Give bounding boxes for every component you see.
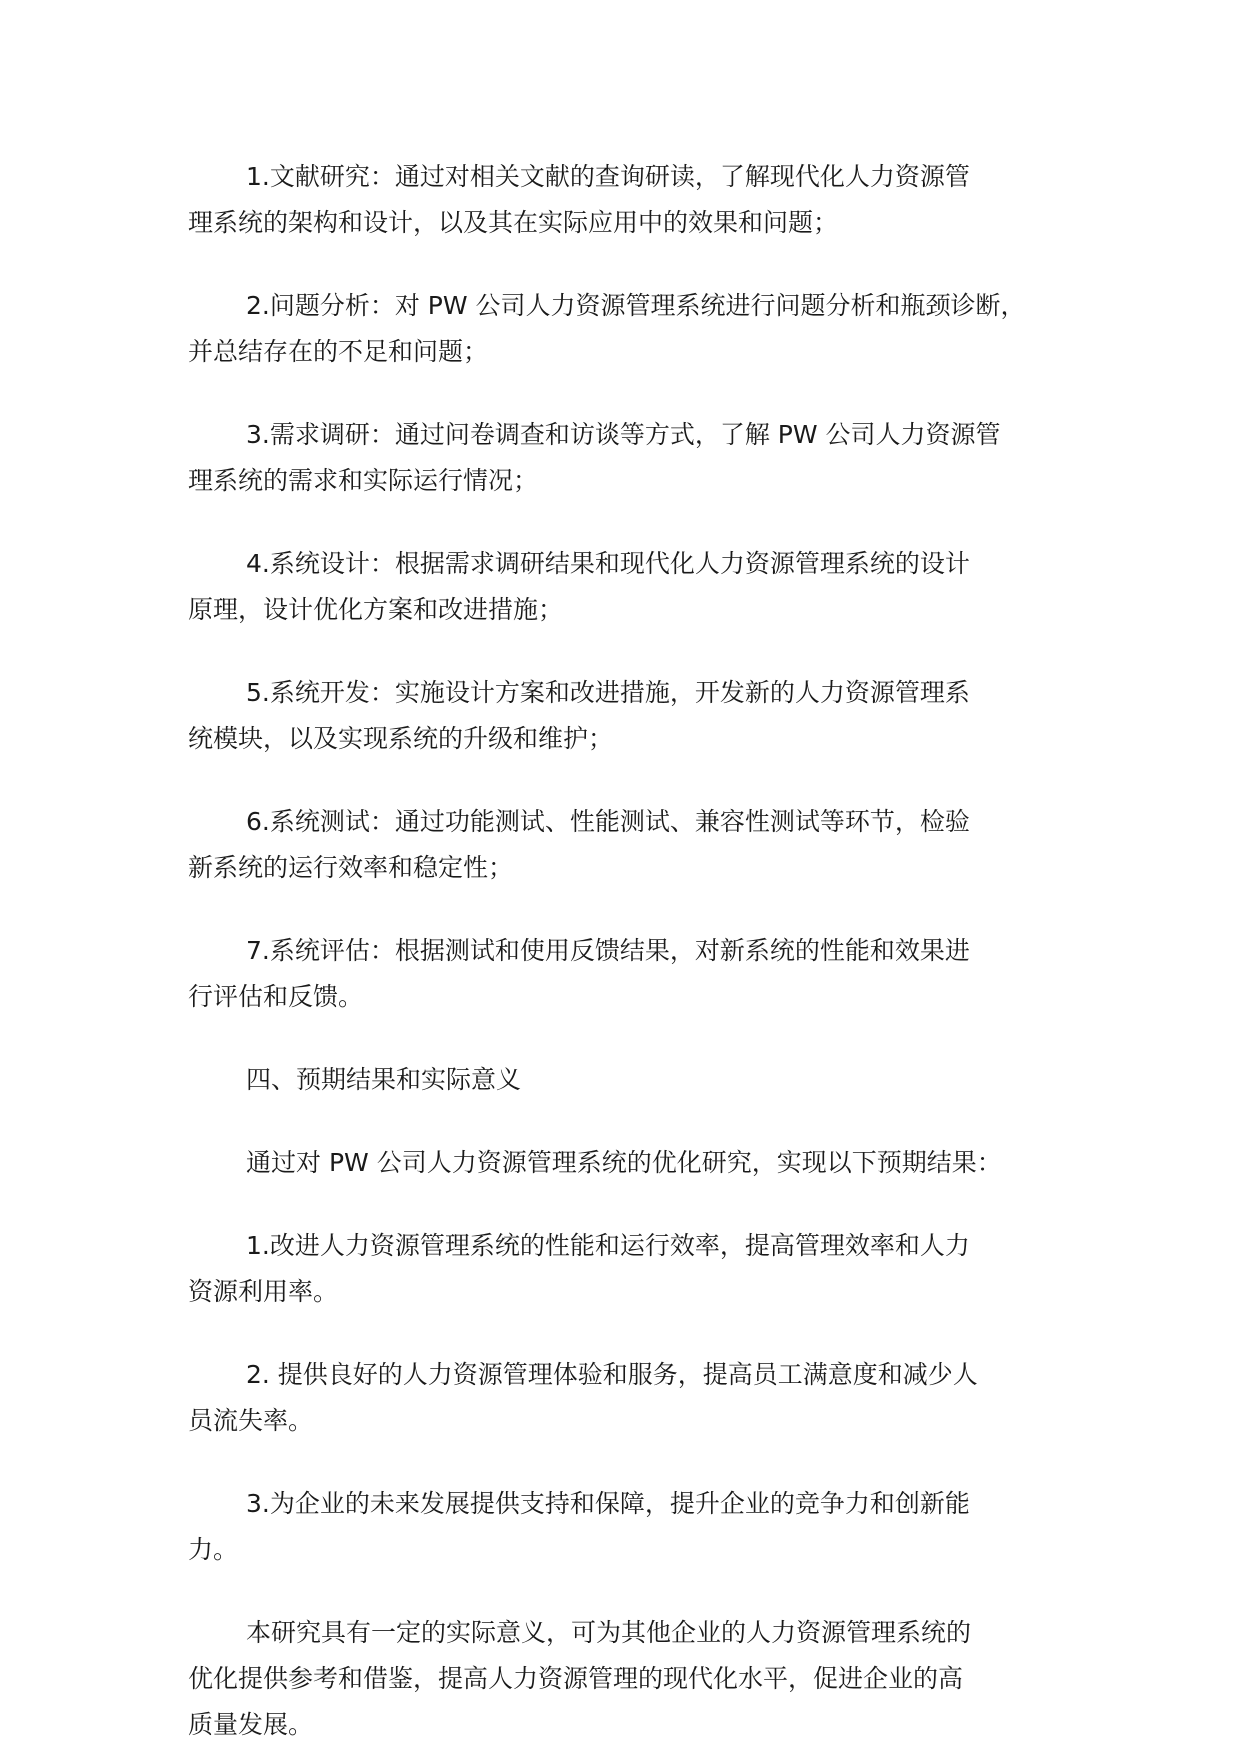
text-line: 7.系统评估：根据测试和使用反馈结果，对新系统的性能和效果进	[246, 936, 970, 965]
text-line: 2. 提供良好的人力资源管理体验和服务，提高员工满意度和减少人	[246, 1360, 978, 1389]
text-line: 2.问题分析：对 PW 公司人力资源管理系统进行问题分析和瓶颈诊断，	[246, 291, 1026, 320]
text-line: 3.需求调研：通过问卷调查和访谈等方式，了解 PW 公司人力资源管	[246, 420, 1001, 449]
text-line: 员流失率。	[188, 1406, 314, 1435]
text-line: 并总结存在的不足和问题；	[188, 337, 489, 366]
text-line: 5.系统开发：实施设计方案和改进措施，开发新的人力资源管理系	[246, 678, 970, 707]
method-paragraph-2	[188, 283, 1091, 375]
result-paragraph-2	[188, 1352, 1091, 1444]
text-line: 统模块，以及实现系统的升级和维护；	[188, 724, 614, 753]
text-line: 1.改进人力资源管理系统的性能和运行效率，提高管理效率和人力	[246, 1231, 970, 1260]
text-line: 质量发展。	[188, 1710, 314, 1739]
method-paragraph-1	[188, 154, 1091, 246]
method-paragraph-6	[188, 799, 1091, 891]
text-line: 原理，设计优化方案和改进措施；	[188, 595, 564, 624]
text-line: 理系统的架构和设计，以及其在实际应用中的效果和问题；	[188, 208, 839, 237]
text-line: 4.系统设计：根据需求调研结果和现代化人力资源管理系统的设计	[246, 549, 970, 578]
closing-paragraph	[188, 1610, 1091, 1748]
text-line: 本研究具有一定的实际意义，可为其他企业的人力资源管理系统的	[246, 1618, 972, 1647]
text-line: 行评估和反馈。	[188, 982, 364, 1011]
text-line: 6.系统测试：通过功能测试、性能测试、兼容性测试等环节，检验	[246, 807, 970, 836]
method-paragraph-3	[188, 412, 1091, 504]
method-paragraph-7	[188, 928, 1091, 1020]
text-line: 3.为企业的未来发展提供支持和保障，提升企业的竞争力和创新能	[246, 1489, 970, 1518]
text-line: 力。	[188, 1535, 239, 1564]
intro-paragraph	[188, 1140, 1091, 1186]
text-line: 1.文献研究：通过对相关文献的查询研读，了解现代化人力资源管	[246, 162, 970, 191]
text-line: 优化提供参考和借鉴，提高人力资源管理的现代化水平，促进企业的高	[188, 1664, 964, 1693]
result-paragraph-3	[188, 1481, 1091, 1573]
method-paragraph-4	[188, 541, 1091, 633]
text-line: 理系统的需求和实际运行情况；	[188, 466, 539, 495]
section-heading	[188, 1057, 1091, 1103]
result-paragraph-1	[188, 1223, 1091, 1315]
text-line: 通过对 PW 公司人力资源管理系统的优化研究，实现以下预期结果：	[246, 1148, 1002, 1177]
method-paragraph-5	[188, 670, 1091, 762]
text-line: 新系统的运行效率和稳定性；	[188, 853, 514, 882]
heading-text: 四、预期结果和实际意义	[246, 1065, 522, 1094]
text-line: 资源利用率。	[188, 1277, 339, 1306]
